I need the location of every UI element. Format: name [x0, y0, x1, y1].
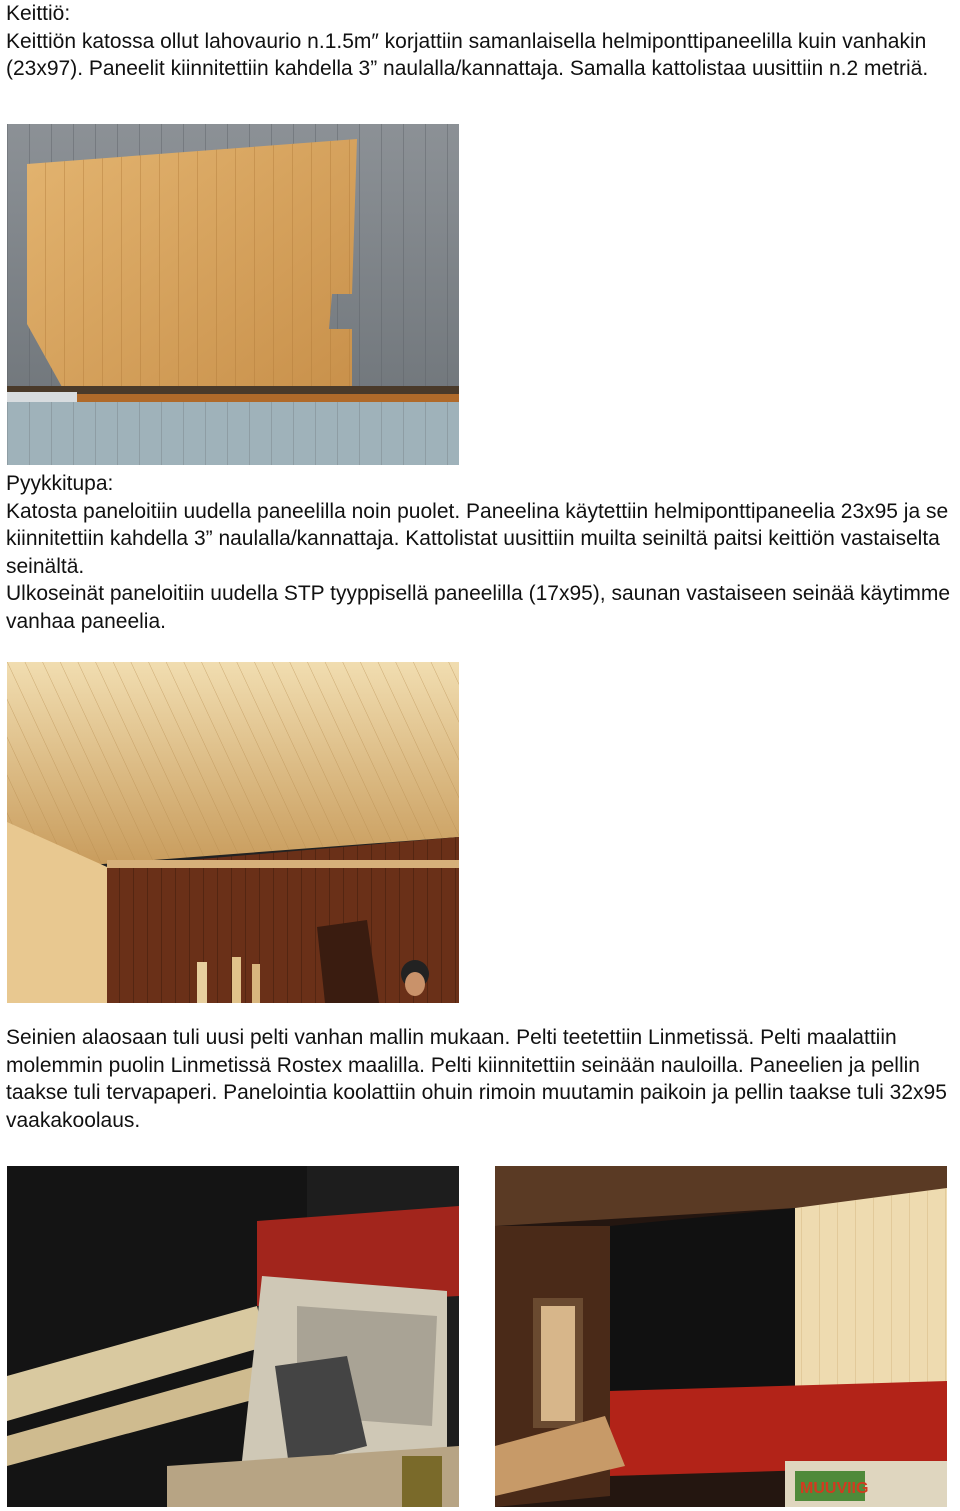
laundry-body-2: Ulkoseinät paneloitiin uudella STP tyyppisellä paneelilla (17x95), saunan vastaiseen seinää käytimme vanhaa paneelia. — [6, 582, 950, 633]
laundry-heading: Pyykkitupa: — [6, 472, 114, 495]
ceiling-repair-photo — [7, 124, 459, 465]
walls-body: Seinien alaosaan tuli uusi pelti vanhan mallin mukaan. Pelti teetettiin Linmetissä. Pelti maalattiin molemmin puolin Linmetissä Rostex maalilla. Pelti kiinnitettiin seinään nauloilla. Paneelien ja pellin taakse tuli tervapaperi. Panelointia koolattiin ohuin rimoin muutamin paikoin ja pellin taakse tuli 32x95 vaakakoolaus. — [6, 1026, 947, 1132]
kitchen-heading: Keittiö: — [6, 2, 71, 25]
laundry-body-1: Katosta paneloitiin uudella paneelilla noin puolet. Paneelina käytettiin helmiponttipaneelia 23x95 ja se kiinnitettiin kahdella 3” naulalla/kannattaja. Kattolistat uusittiin muilta seiniltä paitsi keittiön vastaiselta seinältä. — [6, 499, 949, 578]
laundry-room-photo — [7, 662, 459, 1003]
wall-corner-photo — [7, 1166, 459, 1507]
box-label-text: MUUVIIG — [800, 1480, 869, 1497]
kitchen-section — [6, 0, 956, 83]
wall-panels-photo — [495, 1166, 947, 1507]
laundry-section — [6, 470, 956, 635]
kitchen-body: Keittiön katossa ollut lahovaurio n.1.5m″ korjattiin samanlaisella helmiponttipaneelilla kuin vanhakin (23x97). Paneelit kiinnitettiin kahdella 3” naulalla/kannattaja. Samalla kattolistaa uusittiin n.2 metriä. — [6, 29, 929, 80]
walls-section — [6, 1024, 956, 1134]
